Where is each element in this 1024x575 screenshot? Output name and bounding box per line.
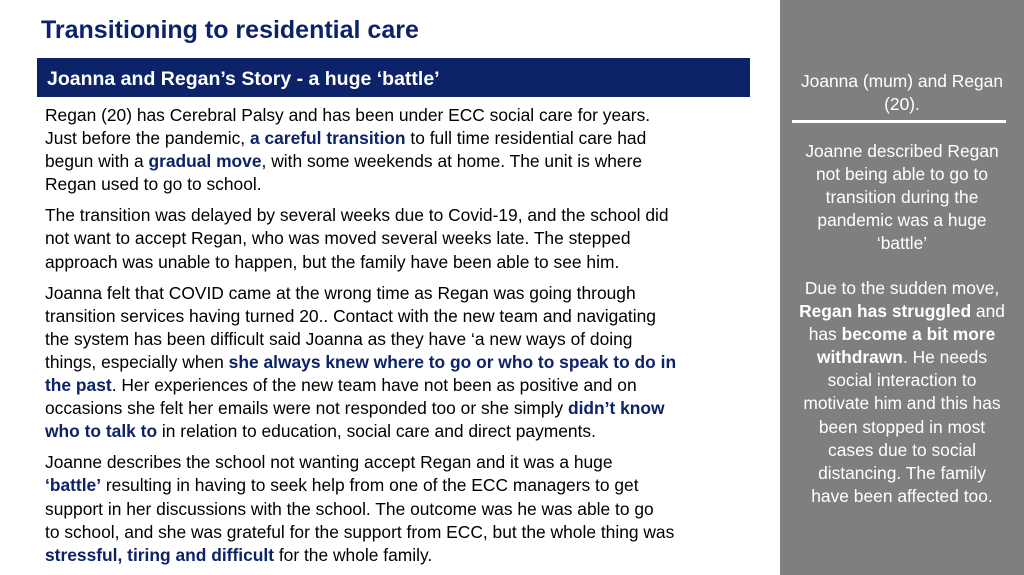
highlight-regan-struggled: Regan has struggled xyxy=(799,301,972,322)
text-run: , with some weekends at home. The unit is where xyxy=(261,151,643,172)
sidebar-quote xyxy=(780,140,1024,255)
text-line: Due to the sudden move, xyxy=(804,278,1000,298)
text-line: been stopped in most xyxy=(818,416,986,437)
highlight-who-to-talk-to: who to talk to xyxy=(45,421,158,442)
highlight-knew-where-to-go: she always knew where to go or who to speak to do in xyxy=(228,351,677,372)
paragraph-delay xyxy=(45,204,750,273)
highlight-the-past: the past xyxy=(45,375,112,396)
text-run: in relation to education, social care and direct payments. xyxy=(157,421,596,442)
text-line: pandemic was a huge xyxy=(817,210,987,231)
text-line: Regan (20) has Cerebral Palsy and has been under ECC social care for years. xyxy=(45,105,651,125)
text-line xyxy=(45,374,750,397)
text-line xyxy=(780,323,1024,346)
text-run: . He needs xyxy=(902,347,988,368)
text-line: ‘battle’ xyxy=(876,233,928,254)
story-body xyxy=(45,104,750,575)
text-run: . Her experiences of the new team have not been as positive and on xyxy=(111,375,637,396)
text-line: Joanna (mum) and Regan xyxy=(800,71,1004,91)
text-line: transition during the xyxy=(825,187,979,208)
highlight-stressful: stressful, tiring and difficult xyxy=(45,544,274,565)
highlight-gradual-move: gradual move xyxy=(148,151,262,172)
text-line xyxy=(45,544,750,567)
highlight-withdrawn: withdrawn xyxy=(816,347,903,368)
paragraph-covid-timing xyxy=(45,282,750,444)
sidebar-divider xyxy=(792,120,1006,123)
text-line: approach was unable to happen, but the family have been able to see him. xyxy=(45,251,620,272)
text-run: things, especially when xyxy=(45,351,229,372)
text-line xyxy=(45,474,750,497)
text-line: to school, and she was grateful for the support from ECC, but the whole thing was xyxy=(45,521,675,542)
sidebar-people xyxy=(780,70,1024,116)
highlight-more-withdrawn: become a bit more xyxy=(841,324,996,345)
text-line: Joanne describes the school not wanting accept Regan and it was a huge xyxy=(45,452,613,473)
text-line: Joanna felt that COVID came at the wrong time as Regan was going through xyxy=(45,282,636,303)
summary-sidebar xyxy=(780,0,1024,575)
text-line: the system has been difficult said Joanna as they have ‘a new ways of doing xyxy=(45,328,633,349)
text-run: begun with a xyxy=(45,151,149,172)
text-line xyxy=(45,351,750,374)
highlight-didnt-know: didn’t know xyxy=(567,398,665,419)
text-line xyxy=(45,127,750,150)
paragraph-background xyxy=(45,104,750,196)
text-line xyxy=(45,397,750,420)
text-run: has xyxy=(808,324,842,345)
story-banner xyxy=(37,58,750,97)
text-run: Just before the pandemic, xyxy=(45,128,250,149)
slide-title: Transitioning to residential care xyxy=(41,16,419,44)
text-line: not want to accept Regan, who was moved several weeks late. The stepped xyxy=(45,228,631,249)
text-line: The transition was delayed by several weeks due to Covid-19, and the school did xyxy=(45,205,669,226)
text-run: and xyxy=(971,301,1005,322)
text-line: motivate him and this has xyxy=(803,393,1001,414)
text-line: social interaction to xyxy=(827,370,977,391)
text-line xyxy=(780,300,1024,323)
text-line: transition services having turned 20.. Contact with the new team and navigating xyxy=(45,305,656,326)
text-line: distancing. The family xyxy=(818,462,986,483)
text-line xyxy=(45,150,750,173)
highlight-careful-transition: a careful transition xyxy=(249,128,406,149)
text-run: occasions she felt her emails were not responded too or she simply xyxy=(45,398,568,419)
text-line: not being able to go to xyxy=(815,164,989,185)
text-line: Regan used to go to school. xyxy=(45,174,262,195)
text-line xyxy=(45,420,750,443)
text-line xyxy=(780,346,1024,369)
sidebar-impact xyxy=(780,277,1024,508)
paragraph-battle xyxy=(45,451,750,566)
text-line: support in her discussions with the school. The outcome was he was able to go xyxy=(45,498,654,519)
text-line: cases due to social xyxy=(828,439,976,460)
text-run: resulting in having to seek help from one of the ECC managers to get xyxy=(101,475,639,496)
text-line: Joanne described Regan xyxy=(805,141,999,161)
text-run: to full time residential care had xyxy=(405,128,647,149)
highlight-battle: ‘battle’ xyxy=(45,475,102,496)
banner-text: Joanna and Regan’s Story - a huge ‘battle’ xyxy=(47,68,440,90)
text-run: for the whole family. xyxy=(274,544,433,565)
text-line: (20). xyxy=(884,94,920,115)
text-line: have been affected too. xyxy=(811,485,993,506)
